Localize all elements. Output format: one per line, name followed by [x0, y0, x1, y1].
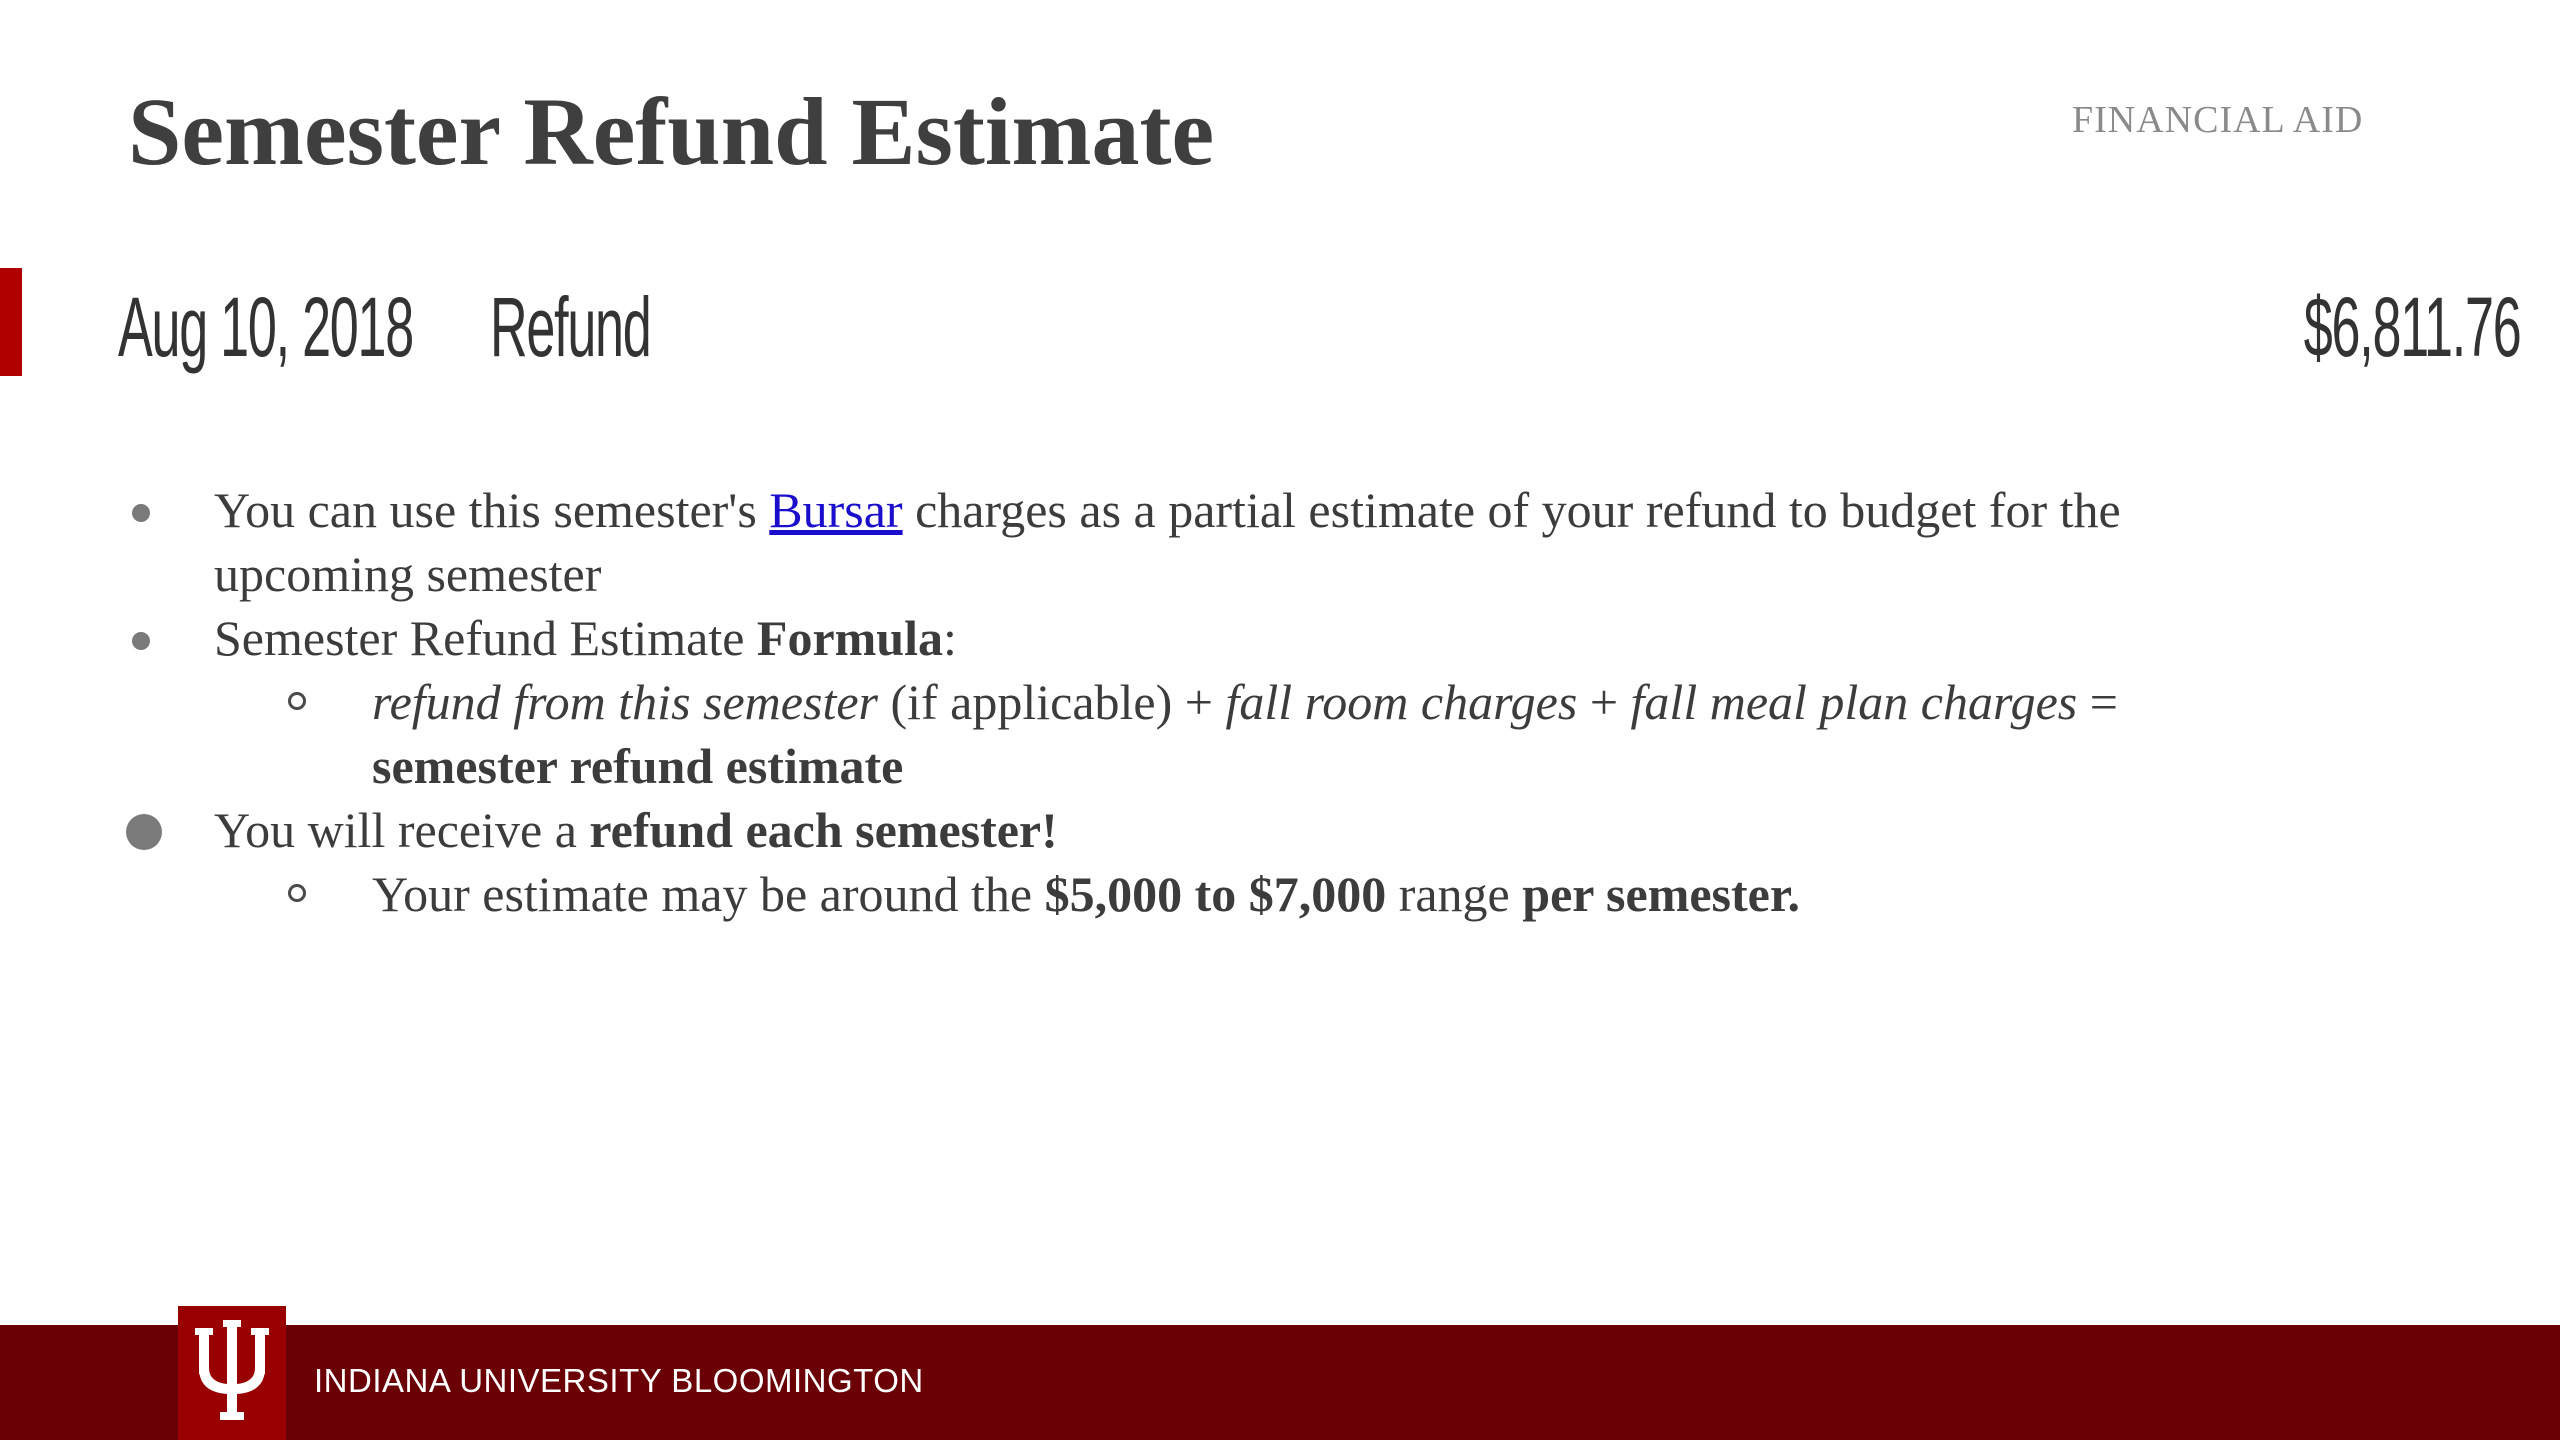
bullet-bold-text: refund each semester! — [589, 802, 1058, 858]
bullet-circle-icon — [288, 884, 306, 902]
bullet-item-bursar — [118, 478, 2298, 606]
refund-type: Refund — [490, 280, 651, 374]
bursar-link[interactable]: Bursar — [769, 482, 903, 538]
page-title: Semester Refund Estimate — [128, 78, 1215, 185]
sub-bullet-formula — [118, 670, 2298, 798]
refund-entry-row — [0, 272, 2560, 382]
formula-text: (if applicable) + — [877, 674, 1226, 730]
bullet-circle-icon — [288, 692, 306, 710]
bullet-text: Semester Refund Estimate — [214, 610, 757, 666]
formula-term: refund from this semester — [372, 674, 878, 730]
range-period: per semester. — [1522, 866, 1800, 922]
refund-date: Aug 10, 2018 — [118, 280, 413, 374]
range-amount: $5,000 to $7,000 — [1044, 866, 1387, 922]
institution-name: INDIANA UNIVERSITY BLOOMINGTON — [314, 1362, 924, 1399]
formula-result: semester refund estimate — [372, 738, 904, 794]
section-label: FINANCIAL AID — [2072, 99, 2364, 141]
bullet-text: charges as a partial estimate of your refund to budget for the upcoming semester — [214, 482, 2121, 602]
formula-text: = — [2077, 674, 2118, 730]
bullet-disc-icon — [132, 504, 150, 522]
bullet-disc-icon — [132, 632, 150, 650]
refund-amount: $6,811.76 — [2303, 280, 2520, 374]
bullet-item-each-semester — [118, 798, 2298, 862]
bullet-text: You can use this semester's — [214, 482, 770, 538]
bullet-disc-icon — [126, 814, 162, 850]
sub-bullet-range — [118, 862, 2298, 926]
formula-term: fall room charges — [1225, 674, 1578, 730]
bullet-item-formula — [118, 606, 2298, 670]
bullet-text: range — [1386, 866, 1523, 922]
bullet-text: Your estimate may be around the — [372, 866, 1045, 922]
formula-term: fall meal plan charges — [1630, 674, 2078, 730]
bullet-list — [118, 478, 2298, 926]
iu-trident-icon — [178, 1306, 286, 1440]
formula-text: + — [1577, 674, 1631, 730]
iu-logo — [178, 1306, 286, 1440]
bullet-text: : — [943, 610, 957, 666]
bullet-bold-text: Formula — [756, 610, 944, 666]
bullet-text: You will receive a — [214, 802, 590, 858]
